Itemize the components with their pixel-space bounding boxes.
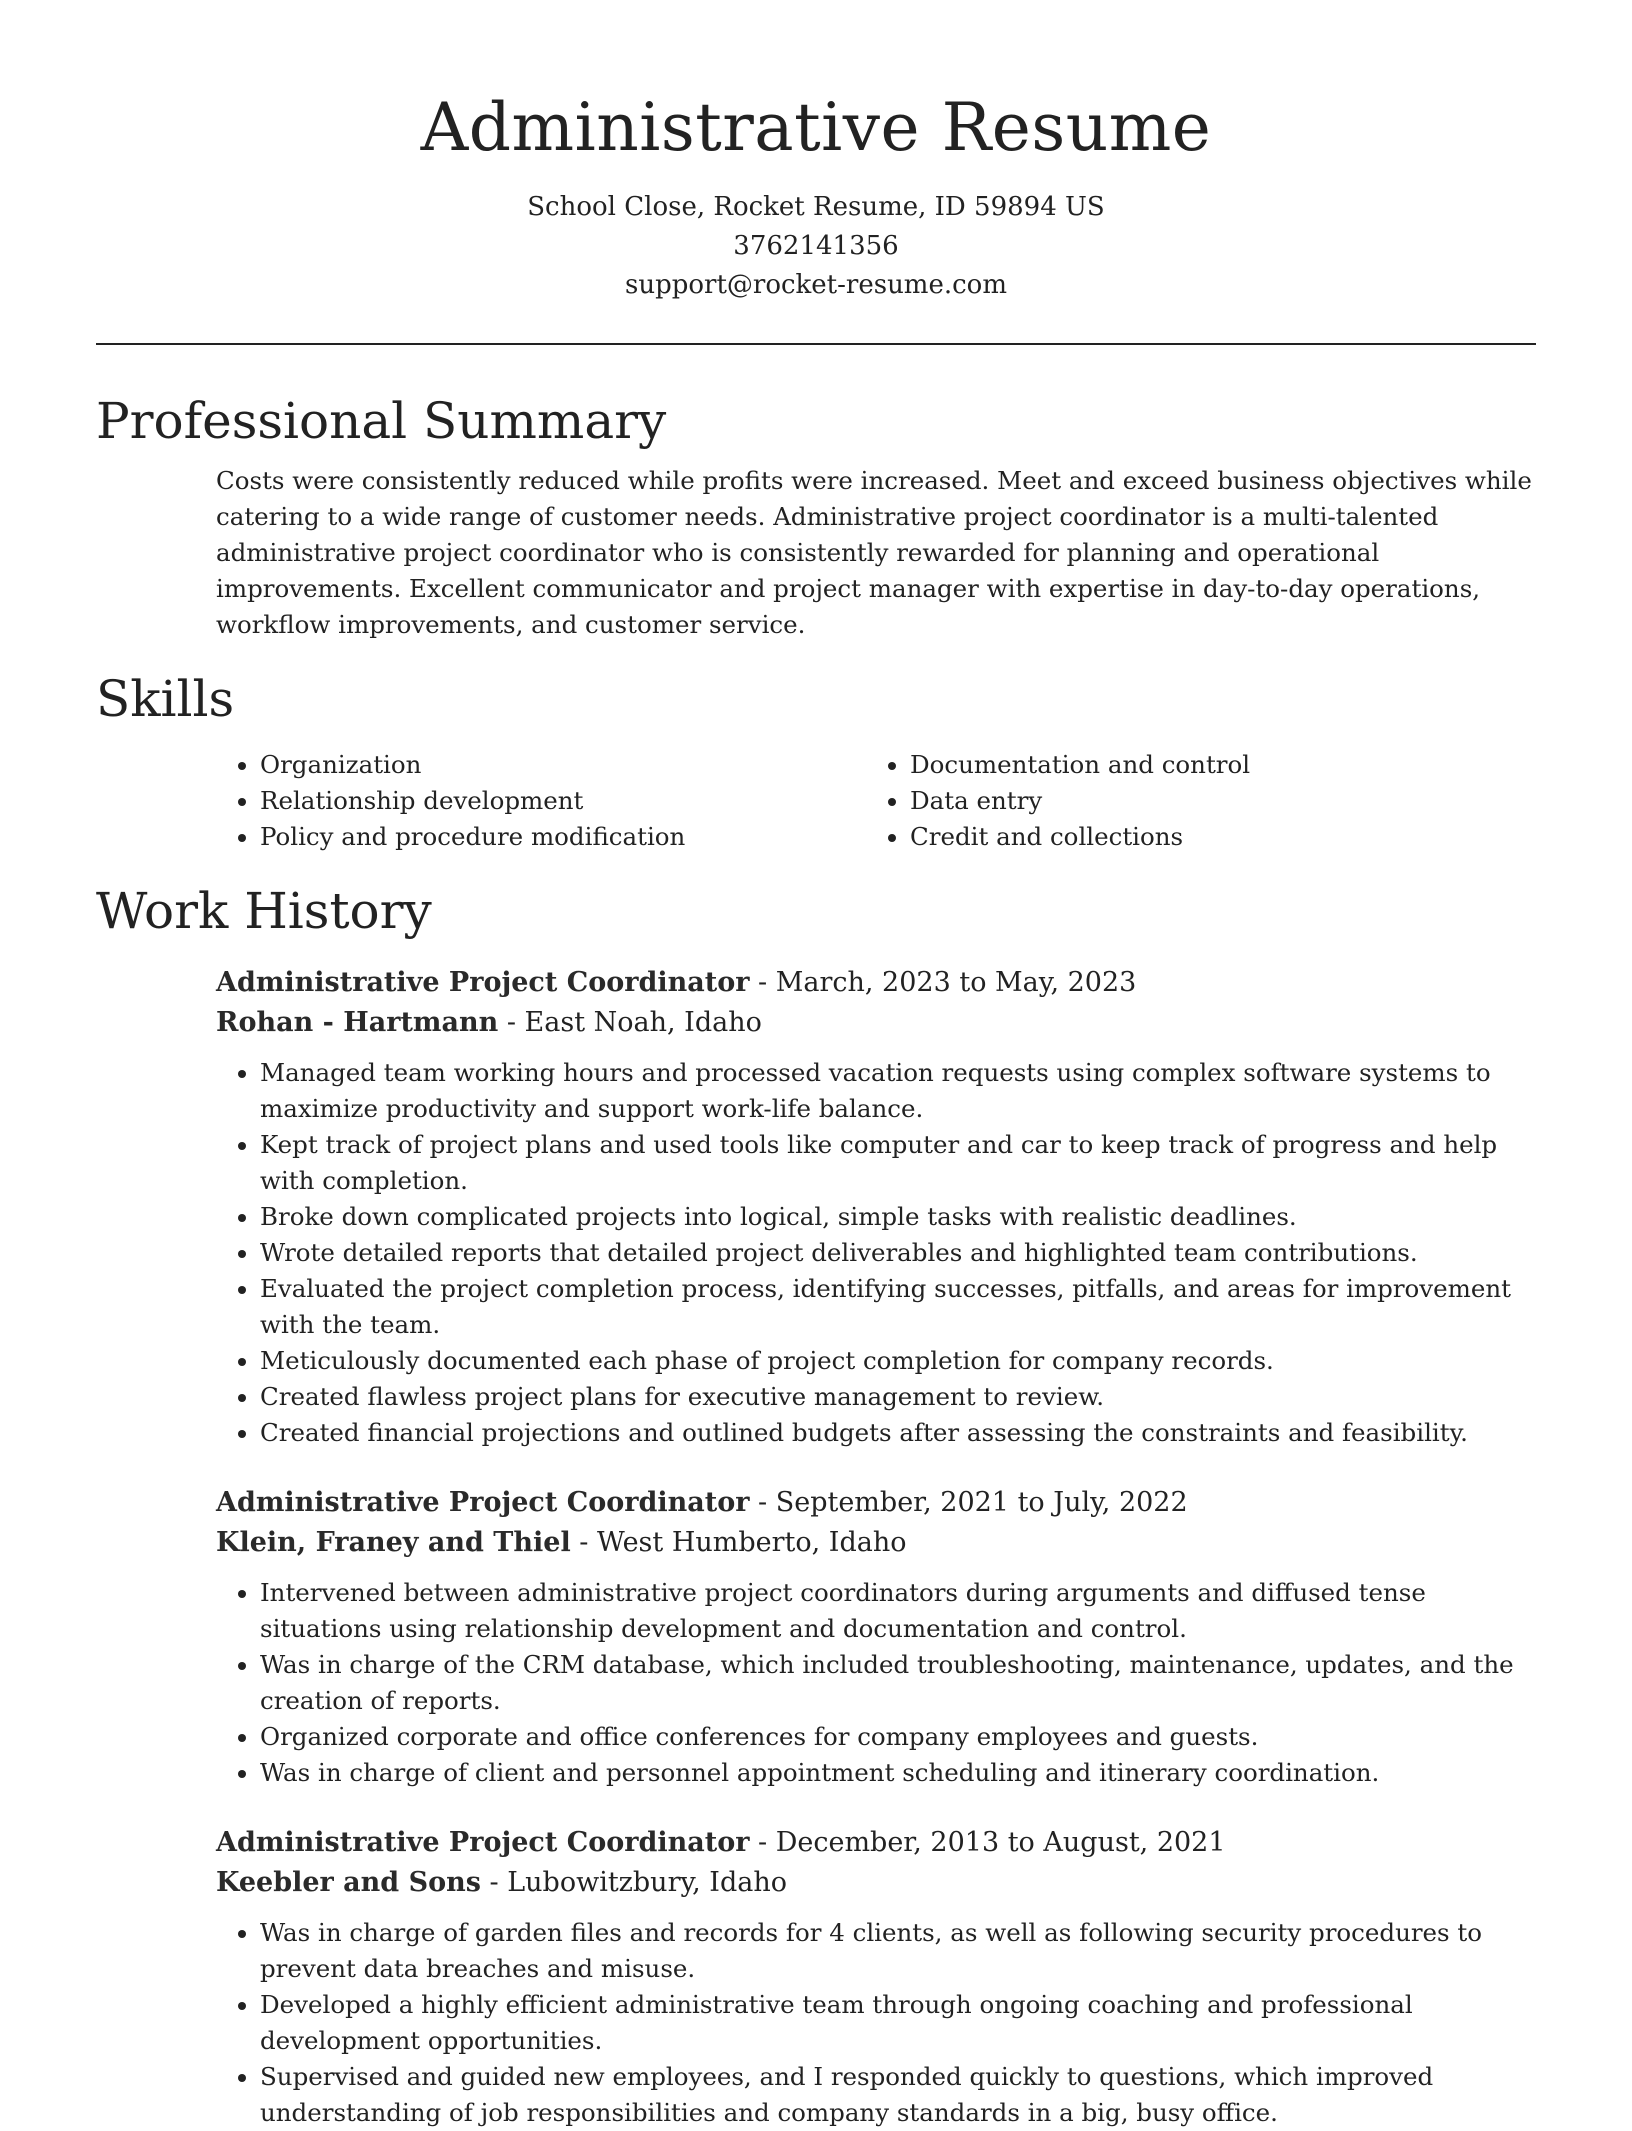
job-company-line: Klein, Franey and Thiel - West Humberto, Idaho xyxy=(216,1527,907,1558)
job-title-line: Administrative Project Coordinator - December, 2013 to August, 2021 xyxy=(216,1827,1226,1858)
skills-heading: Skills xyxy=(96,670,235,728)
job-company-line: Keebler and Sons - Lubowitzbury, Idaho xyxy=(216,1867,788,1898)
contact-block xyxy=(96,188,1536,305)
job-location: Lubowitzbury, Idaho xyxy=(507,1867,788,1898)
job-entry xyxy=(216,1823,1536,2131)
job-dates: December, 2013 to August, 2021 xyxy=(775,1827,1226,1858)
job-bullet: • Was in charge of the CRM database, which included troubleshooting, maintenance, updates, and the creation of reports. xyxy=(260,1647,1536,1719)
job-location: East Noah, Idaho xyxy=(524,1007,762,1038)
work-history-heading: Work History xyxy=(96,882,432,940)
job-company: Klein, Franey and Thiel xyxy=(216,1527,571,1558)
job-company-line: Rohan - Hartmann - East Noah, Idaho xyxy=(216,1007,762,1038)
skill-item: • Data entry xyxy=(910,783,1516,819)
skills-list-left xyxy=(216,747,866,855)
contact-email: support@rocket-resume.com xyxy=(624,270,1007,300)
skills-list-right xyxy=(866,747,1516,855)
job-bullets xyxy=(216,1915,1536,2131)
summary-heading: Professional Summary xyxy=(96,392,667,450)
summary-section xyxy=(96,389,1536,643)
skill-item: • Credit and collections xyxy=(910,819,1516,855)
job-title-line: Administrative Project Coordinator - March, 2023 to May, 2023 xyxy=(216,967,1137,998)
job-bullet: • Was in charge of client and personnel appointment scheduling and itinerary coordination. xyxy=(260,1755,1536,1791)
job-bullet: • Was in charge of garden files and records for 4 clients, as well as following security procedures to prevent data breaches and misuse. xyxy=(260,1915,1536,1987)
job-bullets xyxy=(216,1055,1536,1451)
skill-item: • Documentation and control xyxy=(910,747,1516,783)
job-bullet: • Wrote detailed reports that detailed project deliverables and highlighted team contributions. xyxy=(260,1235,1536,1271)
job-title: Administrative Project Coordinator xyxy=(216,1827,750,1858)
job-bullet: • Created financial projections and outlined budgets after assessing the constraints and feasibility. xyxy=(260,1415,1536,1451)
job-title: Administrative Project Coordinator xyxy=(216,1487,750,1518)
work-history-section xyxy=(96,879,1536,2131)
contact-phone: 3762141356 xyxy=(733,231,899,261)
resume-title: Administrative Resume xyxy=(420,89,1212,166)
job-dates: March, 2023 to May, 2023 xyxy=(775,967,1137,998)
skill-item: • Policy and procedure modification xyxy=(260,819,866,855)
job-bullet: • Created flawless project plans for executive management to review. xyxy=(260,1379,1536,1415)
summary-text: Costs were consistently reduced while profits were increased. Meet and exceed business objectives while catering to a wide range of customer needs. Administrative project coordinator is a multi-talented administrative project coordinator who is consistently rewarded for planning and operational improvements. Excellent communicator and project manager with expertise in day-to-day operations, workflow improvements, and customer service. xyxy=(216,466,1532,639)
job-bullets xyxy=(216,1575,1536,1791)
job-bullet: • Managed team working hours and processed vacation requests using complex software systems to maximize productivity and support work-life balance. xyxy=(260,1055,1536,1127)
job-title: Administrative Project Coordinator xyxy=(216,967,750,998)
skill-item: • Relationship development xyxy=(260,783,866,819)
job-bullet: • Supervised and guided new employees, and I responded quickly to questions, which improved understanding of job responsibilities and company standards in a big, busy office. xyxy=(260,2059,1536,2131)
resume-header xyxy=(96,0,1536,305)
job-bullet: • Broke down complicated projects into logical, simple tasks with realistic deadlines. xyxy=(260,1199,1536,1235)
skill-item: • Organization xyxy=(260,747,866,783)
job-company: Rohan - Hartmann xyxy=(216,1007,499,1038)
job-bullet: • Organized corporate and office conferences for company employees and guests. xyxy=(260,1719,1536,1755)
job-title-line: Administrative Project Coordinator - September, 2021 to July, 2022 xyxy=(216,1487,1188,1518)
job-entry xyxy=(216,963,1536,1451)
job-company: Keebler and Sons xyxy=(216,1867,481,1898)
job-bullet: • Developed a highly efficient administrative team through ongoing coaching and professional development opportunities. xyxy=(260,1987,1536,2059)
job-bullet: • Evaluated the project completion process, identifying successes, pitfalls, and areas for improvement with the team. xyxy=(260,1271,1536,1343)
job-dates: September, 2021 to July, 2022 xyxy=(775,1487,1188,1518)
job-bullet: • Meticulously documented each phase of project completion for company records. xyxy=(260,1343,1536,1379)
job-location: West Humberto, Idaho xyxy=(597,1527,907,1558)
job-entry xyxy=(216,1483,1536,1791)
resume-page xyxy=(96,0,1536,2131)
job-bullet: • Kept track of project plans and used tools like computer and car to keep track of progress and help with completion. xyxy=(260,1127,1536,1199)
skills-grid xyxy=(216,747,1536,855)
header-divider xyxy=(96,343,1536,345)
job-bullet: • Intervened between administrative project coordinators during arguments and diffused tense situations using relationship development and documentation and control. xyxy=(260,1575,1536,1647)
contact-address: School Close, Rocket Resume, ID 59894 US xyxy=(527,192,1105,222)
skills-section xyxy=(96,667,1536,855)
